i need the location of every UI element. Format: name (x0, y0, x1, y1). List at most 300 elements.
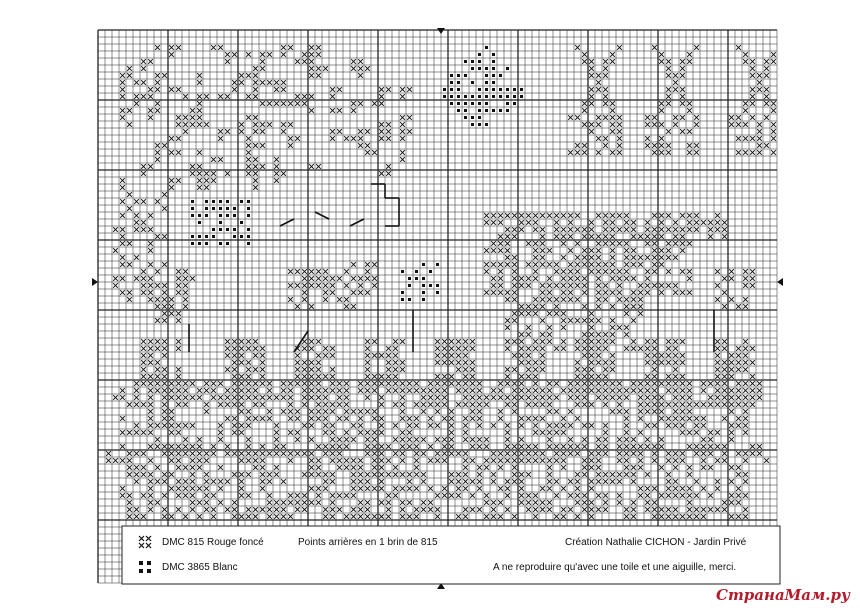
stitch-cross (477, 486, 482, 491)
stitch-cross (659, 136, 664, 141)
stitch-cross (470, 346, 475, 351)
stitch-cross (365, 290, 370, 295)
stitch-cross (624, 458, 629, 463)
stitch-cross (162, 206, 167, 211)
stitch-cross (652, 395, 657, 400)
stitch-cross (617, 297, 622, 302)
stitch-cross (400, 388, 405, 393)
stitch-cross (183, 465, 188, 470)
stitch-cross (288, 409, 293, 414)
stitch-cross (652, 234, 657, 239)
stitch-cross (113, 227, 118, 232)
stitch-cross (589, 339, 594, 344)
stitch-cross (722, 360, 727, 365)
stitch-cross (470, 367, 475, 372)
stitch-cross (750, 360, 755, 365)
stitch-cross (547, 430, 552, 435)
stitch-cross (449, 430, 454, 435)
stitch-cross (505, 493, 510, 498)
stitch-cross (498, 248, 503, 253)
stitch-cross (169, 381, 174, 386)
stitch-cross (456, 479, 461, 484)
stitch-cross (722, 458, 727, 463)
stitch-cross (134, 402, 139, 407)
stitch-cross (638, 395, 643, 400)
stitch-cross (393, 353, 398, 358)
stitch-cross (323, 346, 328, 351)
stitch-cross (190, 479, 195, 484)
stitch-cross (295, 59, 300, 64)
stitch-cross (134, 101, 139, 106)
stitch-cross (456, 493, 461, 498)
stitch-cross (526, 507, 531, 512)
stitch-cross (512, 234, 517, 239)
stitch-cross (316, 381, 321, 386)
stitch-cross (176, 367, 181, 372)
stitch-cross (148, 346, 153, 351)
stitch-cross (344, 269, 349, 274)
stitch-cross (491, 262, 496, 267)
stitch-dot (212, 235, 215, 238)
stitch-cross (260, 507, 265, 512)
stitch-cross (673, 374, 678, 379)
stitch-cross (407, 514, 412, 519)
stitch-cross (603, 437, 608, 442)
stitch-cross (442, 444, 447, 449)
stitch-cross (330, 430, 335, 435)
stitch-cross (645, 143, 650, 148)
stitch-cross (190, 458, 195, 463)
stitch-cross (722, 500, 727, 505)
stitch-cross (463, 353, 468, 358)
stitch-cross (295, 94, 300, 99)
stitch-cross (169, 430, 174, 435)
stitch-cross (379, 171, 384, 176)
stitch-cross (470, 374, 475, 379)
stitch-cross (561, 241, 566, 246)
stitch-cross (288, 136, 293, 141)
stitch-cross (547, 500, 552, 505)
stitch-cross (638, 486, 643, 491)
stitch-cross (624, 444, 629, 449)
stitch-cross (617, 388, 622, 393)
stitch-cross (498, 409, 503, 414)
stitch-cross (771, 52, 776, 57)
stitch-cross (610, 409, 615, 414)
stitch-cross (155, 374, 160, 379)
stitch-cross (715, 297, 720, 302)
stitch-cross (666, 241, 671, 246)
stitch-dot (478, 102, 481, 105)
stitch-cross (190, 500, 195, 505)
stitch-cross (729, 402, 734, 407)
stitch-cross (141, 360, 146, 365)
stitch-cross (407, 423, 412, 428)
stitch-cross (575, 388, 580, 393)
stitch-cross (680, 486, 685, 491)
stitch-cross (365, 479, 370, 484)
stitch-cross (442, 395, 447, 400)
stitch-cross (407, 388, 412, 393)
stitch-cross (253, 416, 258, 421)
stitch-cross (694, 444, 699, 449)
stitch-dot (478, 53, 481, 56)
stitch-cross (190, 493, 195, 498)
stitch-cross (225, 451, 230, 456)
stitch-cross (400, 129, 405, 134)
stitch-dot (485, 109, 488, 112)
stitch-cross (421, 479, 426, 484)
stitch-cross (575, 367, 580, 372)
stitch-cross (589, 101, 594, 106)
stitch-cross (722, 381, 727, 386)
stitch-cross (190, 276, 195, 281)
stitch-cross (645, 444, 650, 449)
stitch-dot (205, 200, 208, 203)
stitch-cross (316, 66, 321, 71)
stitch-cross (673, 283, 678, 288)
stitch-cross (330, 353, 335, 358)
stitch-cross (708, 437, 713, 442)
stitch-cross (624, 346, 629, 351)
stitch-cross (260, 465, 265, 470)
stitch-cross (204, 388, 209, 393)
stitch-cross (386, 360, 391, 365)
stitch-cross (575, 346, 580, 351)
stitch-cross (652, 381, 657, 386)
stitch-cross (148, 416, 153, 421)
stitch-cross (631, 500, 636, 505)
stitch-cross (239, 430, 244, 435)
stitch-cross (428, 486, 433, 491)
stitch-cross (694, 423, 699, 428)
stitch-cross (715, 402, 720, 407)
stitch-cross (736, 45, 741, 50)
stitch-cross (701, 381, 706, 386)
stitch-cross (232, 500, 237, 505)
stitch-cross (603, 493, 608, 498)
stitch-cross (281, 80, 286, 85)
stitch-cross (218, 45, 223, 50)
stitch-cross (561, 507, 566, 512)
stitch-cross (736, 346, 741, 351)
stitch-cross (582, 472, 587, 477)
stitch-dot (247, 235, 250, 238)
stitch-cross (211, 479, 216, 484)
stitch-cross (519, 472, 524, 477)
stitch-cross (309, 416, 314, 421)
stitch-cross (211, 444, 216, 449)
stitch-cross (379, 514, 384, 519)
stitch-cross (638, 255, 643, 260)
stitch-cross (127, 262, 132, 267)
stitch-cross (358, 507, 363, 512)
stitch-cross (729, 276, 734, 281)
stitch-cross (771, 150, 776, 155)
stitch-dot (205, 242, 208, 245)
stitch-cross (554, 395, 559, 400)
stitch-cross (169, 311, 174, 316)
stitch-cross (526, 493, 531, 498)
stitch-dot (205, 207, 208, 210)
stitch-cross (694, 402, 699, 407)
stitch-cross (736, 472, 741, 477)
stitch-cross (358, 101, 363, 106)
grid-minor-lines (98, 30, 777, 583)
stitch-cross (540, 367, 545, 372)
stitch-cross (176, 388, 181, 393)
stitch-cross (162, 493, 167, 498)
stitch-cross (540, 346, 545, 351)
stitch-cross (666, 73, 671, 78)
stitch-cross (575, 479, 580, 484)
stitch-cross (743, 402, 748, 407)
stitch-cross (568, 437, 573, 442)
stitch-cross (372, 374, 377, 379)
stitch-cross (498, 290, 503, 295)
stitch-cross (652, 423, 657, 428)
stitch-cross (603, 479, 608, 484)
stitch-cross (337, 276, 342, 281)
stitch-cross (512, 255, 517, 260)
stitch-cross (372, 262, 377, 267)
stitch-cross (526, 374, 531, 379)
stitch-cross (148, 59, 153, 64)
stitch-cross (120, 234, 125, 239)
stitch-cross (162, 73, 167, 78)
stitch-cross (526, 213, 531, 218)
stitch-cross (288, 122, 293, 127)
stitch-cross (351, 465, 356, 470)
stitch-cross (645, 276, 650, 281)
stitch-cross (463, 360, 468, 365)
stitch-cross (169, 458, 174, 463)
stitch-cross (309, 437, 314, 442)
stitch-cross (589, 360, 594, 365)
stitch-cross (673, 353, 678, 358)
stitch-cross (176, 507, 181, 512)
stitch-cross (113, 458, 118, 463)
stitch-cross (421, 388, 426, 393)
stitch-cross (162, 262, 167, 267)
stitch-cross (204, 402, 209, 407)
stitch-cross (148, 486, 153, 491)
stitch-cross (176, 318, 181, 323)
stitch-cross (540, 458, 545, 463)
stitch-cross (610, 234, 615, 239)
stitch-cross (470, 388, 475, 393)
stitch-cross (120, 108, 125, 113)
stitch-cross (183, 479, 188, 484)
stitch-cross (582, 458, 587, 463)
center-marker-left (92, 278, 98, 286)
stitch-cross (554, 423, 559, 428)
stitch-cross (169, 388, 174, 393)
stitch-cross (148, 395, 153, 400)
stitch-cross (519, 346, 524, 351)
stitch-cross (120, 486, 125, 491)
stitch-cross (358, 381, 363, 386)
stitch-dot (240, 221, 243, 224)
stitch-cross (708, 507, 713, 512)
stitch-cross (645, 227, 650, 232)
stitch-cross (666, 339, 671, 344)
stitch-cross (638, 283, 643, 288)
stitch-cross (225, 346, 230, 351)
stitch-cross (330, 388, 335, 393)
stitch-cross (260, 360, 265, 365)
stitch-cross (407, 437, 412, 442)
stitch-cross (645, 381, 650, 386)
stitch-cross (162, 388, 167, 393)
stitch-cross (547, 486, 552, 491)
stitch-dot (191, 214, 194, 217)
stitch-cross (512, 451, 517, 456)
stitch-cross (617, 45, 622, 50)
stitch-dot (198, 221, 201, 224)
stitch-cross (736, 150, 741, 155)
stitch-cross (302, 388, 307, 393)
stitch-cross (582, 52, 587, 57)
stitch-cross (295, 304, 300, 309)
stitch-cross (239, 493, 244, 498)
stitch-cross (526, 325, 531, 330)
stitch-cross (505, 458, 510, 463)
stitch-cross (148, 423, 153, 428)
stitch-cross (561, 318, 566, 323)
stitch-cross (358, 73, 363, 78)
stitch-dot (464, 95, 467, 98)
stitch-cross (190, 465, 195, 470)
stitch-cross (386, 136, 391, 141)
stitch-cross (554, 220, 559, 225)
stitch-cross (323, 423, 328, 428)
stitch-cross (631, 479, 636, 484)
stitch-cross (190, 395, 195, 400)
stitch-cross (631, 507, 636, 512)
stitch-cross (435, 402, 440, 407)
stitch-cross (491, 241, 496, 246)
stitch-cross (253, 157, 258, 162)
stitch-dot (226, 207, 229, 210)
stitch-cross (337, 465, 342, 470)
stitch-cross (659, 262, 664, 267)
stitch-cross (232, 507, 237, 512)
stitch-cross (400, 381, 405, 386)
stitch-cross (512, 290, 517, 295)
stitch-cross (568, 227, 573, 232)
stitch-cross (547, 297, 552, 302)
stitch-cross (519, 479, 524, 484)
stitch-cross (183, 115, 188, 120)
stitch-cross (757, 388, 762, 393)
stitch-cross (743, 59, 748, 64)
stitch-cross (596, 332, 601, 337)
stitch-cross (260, 80, 265, 85)
stitch-cross (393, 402, 398, 407)
stitch-dot (457, 88, 460, 91)
stitch-cross (645, 395, 650, 400)
stitch-cross (680, 115, 685, 120)
stitch-cross (519, 374, 524, 379)
stitch-cross (134, 507, 139, 512)
stitch-cross (225, 444, 230, 449)
stitch-dot (471, 102, 474, 105)
stitch-cross (155, 437, 160, 442)
stitch-cross (533, 360, 538, 365)
stitch-cross (673, 87, 678, 92)
stitch-cross (323, 430, 328, 435)
stitch-cross (603, 444, 608, 449)
stitch-cross (722, 367, 727, 372)
stitch-cross (624, 437, 629, 442)
stitch-cross (757, 136, 762, 141)
stitch-cross (127, 472, 132, 477)
stitch-cross (554, 444, 559, 449)
stitch-cross (113, 248, 118, 253)
stitch-cross (120, 395, 125, 400)
stitch-cross (330, 500, 335, 505)
stitch-cross (568, 381, 573, 386)
stitch-cross (134, 276, 139, 281)
stitch-cross (155, 367, 160, 372)
stitch-cross (400, 402, 405, 407)
stitch-cross (134, 395, 139, 400)
stitch-cross (155, 339, 160, 344)
stitch-cross (771, 101, 776, 106)
stitch-cross (533, 297, 538, 302)
stitch-cross (386, 388, 391, 393)
stitch-cross (197, 171, 202, 176)
stitch-cross (659, 437, 664, 442)
stitch-cross (400, 367, 405, 372)
stitch-cross (680, 381, 685, 386)
stitch-cross (470, 444, 475, 449)
stitch-cross (729, 409, 734, 414)
stitch-cross (638, 290, 643, 295)
stitch-cross (253, 185, 258, 190)
stitch-dot (492, 109, 495, 112)
stitch-cross (372, 353, 377, 358)
stitch-cross (575, 374, 580, 379)
stitch-cross (246, 115, 251, 120)
stitch-cross (239, 395, 244, 400)
stitch-cross (183, 276, 188, 281)
stitch-cross (673, 514, 678, 519)
stitch-cross (274, 101, 279, 106)
stitch-cross (645, 220, 650, 225)
stitch-cross (554, 514, 559, 519)
stitch-cross (141, 339, 146, 344)
stitch-cross (197, 108, 202, 113)
stitch-cross (701, 451, 706, 456)
stitch-cross (421, 437, 426, 442)
stitch-cross (225, 339, 230, 344)
stitch-dot (464, 116, 467, 119)
stitch-cross (400, 87, 405, 92)
stitch-cross (253, 178, 258, 183)
stitch-cross (463, 458, 468, 463)
stitch-cross (708, 402, 713, 407)
stitch-cross (708, 234, 713, 239)
stitch-cross (176, 346, 181, 351)
stitch-dot (450, 102, 453, 105)
stitch-cross (603, 346, 608, 351)
stitch-cross (295, 269, 300, 274)
stitch-cross (715, 507, 720, 512)
stitch-cross (386, 87, 391, 92)
stitch-cross (309, 451, 314, 456)
